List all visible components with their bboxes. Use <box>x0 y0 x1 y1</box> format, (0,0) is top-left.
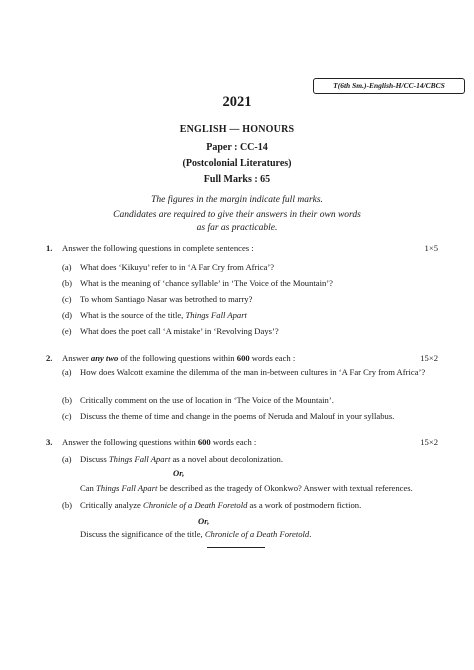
or-separator: Or, <box>173 468 185 478</box>
book-title: Things Fall Apart <box>96 483 158 493</box>
sub-label: (a) <box>62 454 72 464</box>
sub-label: (b) <box>62 278 73 288</box>
book-title: Things Fall Apart <box>185 310 247 320</box>
book-title: Chronicle of a Death Foretold <box>143 500 248 510</box>
sub-label: (c) <box>62 294 72 304</box>
book-title: Things Fall Apart <box>108 454 171 464</box>
alternative-question: Can Things Fall Apart be described as the tragedy of Okonkwo? Answer with textual references. <box>80 483 413 493</box>
sub-question: What is the source of the title, Things Fall Apart <box>80 310 247 320</box>
sub-label: (a) <box>62 367 72 377</box>
question-text: Answer any two of the following questions within 600 words each : <box>62 353 296 363</box>
sub-question: To whom Santiago Nasar was betrothed to marry? <box>80 294 253 304</box>
sub-label: (e) <box>62 326 72 336</box>
or-separator: Or, <box>198 516 210 526</box>
question-number: 2. <box>46 353 53 363</box>
question-number: 3. <box>46 437 53 447</box>
sub-question: How does Walcott examine the dilemma of the man in-between cultures in ‘A Far Cry from Africa’? <box>80 367 426 377</box>
sub-question: Critically analyze Chronicle of a Death Foretold as a work of postmodern fiction. <box>80 500 362 510</box>
question-marks: 15×2 <box>420 353 438 363</box>
instruction-practicable: as far as practicable. <box>196 223 278 233</box>
sub-label: (b) <box>62 500 73 510</box>
sub-question: What does ‘Kikuyu’ refer to in ‘A Far Cry from Africa’? <box>80 262 275 272</box>
question-text: Answer the following questions within 600 words each : <box>62 437 257 447</box>
sub-question: What does the poet call ‘A mistake’ in ‘Revolving Days’? <box>80 326 279 336</box>
question-text: Answer the following questions in complete sentences : <box>62 243 254 253</box>
exam-year: 2021 <box>222 94 252 110</box>
sub-label: (a) <box>62 262 72 272</box>
full-marks: Full Marks : 65 <box>203 174 271 185</box>
sub-question: Critically comment on the use of location in ‘The Voice of the Mountain’. <box>80 395 334 405</box>
instruction-margin: The figures in the margin indicate full marks. <box>151 195 323 205</box>
book-title: Chronicle of a Death Foretold <box>204 529 310 539</box>
instruction-own-words: Candidates are required to give their answers in their own words <box>113 210 361 220</box>
course-name: (Postcolonial Literatures) <box>182 158 292 169</box>
question-marks: 1×5 <box>424 243 438 253</box>
sub-label: (d) <box>62 310 73 320</box>
end-rule <box>207 547 265 548</box>
sub-label: (b) <box>62 395 73 405</box>
paper-code-box: T(6th Sm.)-English-H/CC-14/CBCS <box>313 78 465 94</box>
sub-question: What is the meaning of ‘chance syllable’ in ‘The Voice of the Mountain’? <box>80 278 333 288</box>
sub-question: Discuss the theme of time and change in the poems of Neruda and Malouf in your syllabus. <box>80 411 395 421</box>
question-number: 1. <box>46 243 53 253</box>
sub-label: (c) <box>62 411 72 421</box>
paper-number: Paper : CC-14 <box>206 142 268 153</box>
question-marks: 15×2 <box>420 437 438 447</box>
alternative-question: Discuss the significance of the title, Chronicle of a Death Foretold. <box>80 529 312 539</box>
sub-question: Discuss Things Fall Apart as a novel about decolonization. <box>80 454 283 464</box>
subject-title: ENGLISH — HONOURS <box>179 124 295 135</box>
